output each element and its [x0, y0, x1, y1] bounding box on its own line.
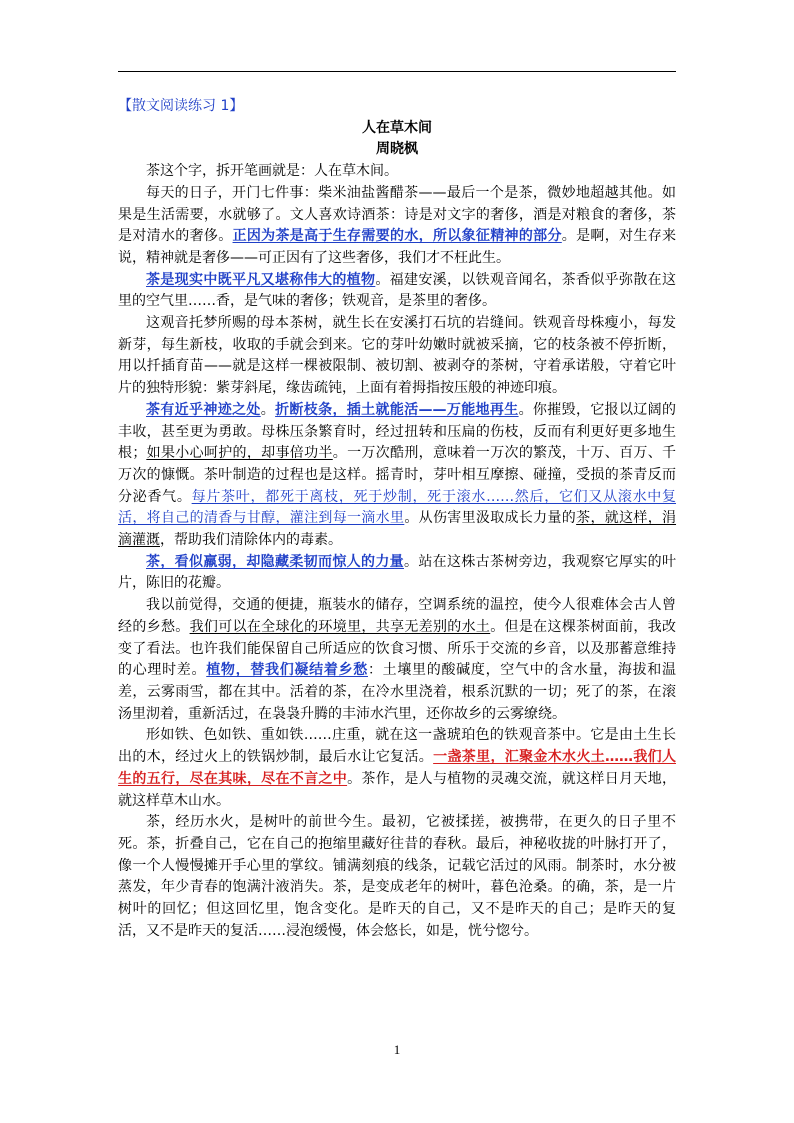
highlighted-sentence: 茶，看似羸弱，却隐藏柔韧而惊人的力量 [146, 553, 404, 570]
underlined-sentence: 我们可以在全球化的环境里，共享无差别的水土 [189, 618, 491, 635]
text-run: 。你摧毁，它报以辽阔的丰收，甚至更为勇敢。母株压条繁育时，经过扭转和压扁的伤枝，反而有利更好更多地生根； [118, 401, 677, 462]
underlined-sentence: 茶，就这样，涓滴灌溉 [118, 510, 677, 549]
text-run: 。但是在这棵茶树面前，我改变了看法。也许我们能保留自己所适应的饮食习惯、所乐于交流的乡音，以及那蓄意维持的心理时差。 [118, 618, 677, 679]
text-run: ：土壤里的酸碱度，空气中的含水量，海拔和温差，云雾雨雪，都在其中。活着的茶，在冷水里浇着，根系沉默的一切；死了的茶，在滚汤里沏着，重新活过，在袅袅升腾的丰沛水汽里，还你故乡的云雾缭绕。 [118, 662, 677, 722]
text-run: 每天的日子，开门七件事：柴米油盐酱醋茶——最后一个是茶，微妙地超越其他。如果是生活需要，水就够了。文人喜欢诗酒茶：诗是对文字的奢侈，酒是对粮食的奢侈，茶是对清水的奢侈。 [118, 184, 676, 245]
underlined-sentence: 如果小心呵护的，却事倍功半 [146, 445, 333, 462]
paragraph-8 [118, 725, 676, 812]
highlighted-sentence: 折断枝条，插土就能活——万能地再生 [275, 401, 519, 418]
essay-author: 周晓枫 [376, 141, 418, 158]
document-body [118, 96, 676, 942]
highlighted-sentence: 植物，替我们凝结着乡愁 [206, 662, 368, 679]
text-run: 。 [260, 401, 276, 418]
paragraph-4: 这观音托梦所赐的母本茶树，就生长在安溪打石坑的岩缝间。铁观音母株瘦小，每发新芽，每生新枝，收取的手就会到来。它的芽叶幼嫩时就被采摘，它的枝条被不停折断，用以扦插育苗——就是这样一棵被限制、被切割、被剥夺的茶树，守着承诺般，守着它叶片的独特形貌：紫芽斜尾，缘齿疏钝，上面有着拇指按压般的神迹印痕。 [118, 315, 676, 397]
page-number: 1 [393, 1042, 401, 1057]
text-run: ，帮助我们清除体内的毒素。 [160, 532, 342, 549]
paragraph-7 [118, 595, 676, 725]
paragraph-3 [118, 270, 676, 313]
highlighted-sentence: 每片茶叶，都死于离枝，死于炒制，死于滚水……然后，它们又从滚水中复活，将自己的清香与甘醇，灌注到每一滴水里 [118, 488, 677, 527]
paragraph-2 [118, 183, 676, 270]
text-run: 。从伤害里汲取成长力量的 [404, 510, 577, 527]
highlighted-sentence: 茶有近乎神迹之处 [146, 401, 261, 418]
text-run: 。福建安溪，以铁观音闻名，茶香似乎弥散在这里的空气里……香，是气味的奢侈；铁观音，是茶里的奢侈。 [118, 271, 677, 310]
highlighted-sentence: 正因为茶是高于生存需要的水，所以象征精神的部分 [232, 228, 562, 245]
text-run: 我以前觉得，交通的便捷，瓶装水的储存，空调系统的温控，使今人很难体会古人曾经的乡愁。 [118, 597, 676, 635]
paragraph-9: 茶，经历水火，是树叶的前世今生。最初，它被揉搓，被携带，在更久的日子里不死。茶，折叠自己，它在自己的抱缩里藏好往昔的春秋。最后，神秘收拢的叶脉打开了，像一个人慢慢摊开手心里的掌纹。铺满刻痕的线条，记载它活过的风雨。制茶时，水分被蒸发，年少青春的饱满汁液消失。茶，是变成老年的树叶，暮色沧桑。的确，茶，是一片树叶的回忆；但这回忆里，饱含变化。是昨天的自己，又不是昨天的自己；是昨天的复活，又不是昨天的复活……浸泡缓慢，体会悠长，如是，恍兮惚兮。 [118, 814, 676, 939]
text-run: 形如铁、色如铁、重如铁……庄重，就在这一盏琥珀色的铁观音茶中。它是由土生长出的木，经过火上的铁锅炒制，最后水让它复活。 [118, 727, 676, 766]
section-tag: 【散文阅读练习 1】 [118, 98, 244, 114]
paragraph-5 [118, 400, 676, 552]
red-highlighted-sentence: 一盏茶里，汇聚金木水火土……我们人生的五行，尽在其味，尽在不言之中 [118, 749, 677, 787]
text-run: 。是啊，对生存来说，精神就是奢侈——可正因有了这些奢侈，我们才不枉此生。 [118, 228, 677, 266]
header-rule [118, 71, 676, 72]
text-run: 。茶作，是人与植物的灵魂交流，就这样日月天地，就这样草木山水。 [118, 770, 677, 809]
text-run: 。站在这株古茶树旁边，我观察它厚实的叶片，陈旧的花瓣。 [118, 553, 676, 592]
paragraph-6 [118, 552, 676, 595]
essay-title: 人在草木间 [362, 119, 432, 136]
text-run: 。一万次酷刑，意味着一万次的繁茂，十万、百万、千万次的慷慨。茶叶制造的过程也是这样。摇青时，芽叶相互摩擦、碰撞，受损的茶青反而分泌香气。 [118, 445, 677, 505]
highlighted-sentence: 茶是现实中既平凡又堪称伟大的植物 [146, 271, 376, 288]
paragraph-1: 茶这个字，拆开笔画就是：人在草木间。 [146, 163, 398, 180]
